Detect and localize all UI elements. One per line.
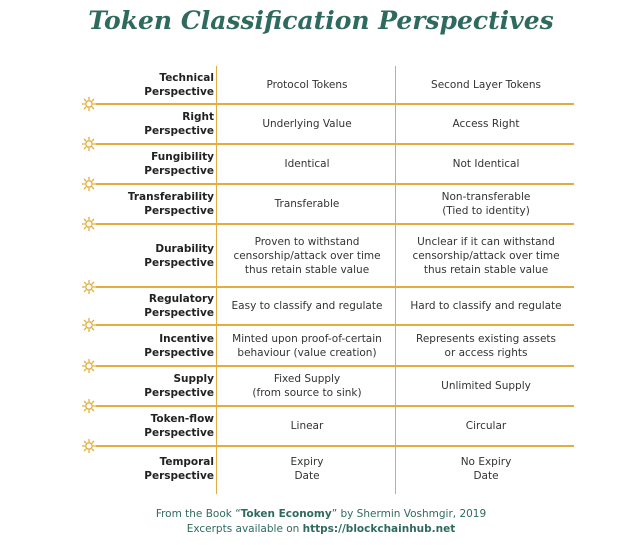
right-value: Represents existing assets or access rights: [416, 332, 556, 359]
left-value: Proven to withstand censorship/attack over time thus retain stable value: [233, 235, 381, 276]
table-row: [80, 184, 574, 224]
table-row: [80, 325, 574, 366]
left-value: Transferable: [274, 198, 340, 210]
row-label: Incentive Perspective: [144, 332, 214, 359]
book-title: Token Economy: [240, 508, 332, 520]
row-label: Token-flow Perspective: [144, 413, 214, 439]
row-label: Durability Perspective: [144, 242, 214, 269]
footer-text: From the Book “: [155, 508, 241, 520]
table-row: [80, 406, 574, 446]
footer: [0, 507, 642, 537]
right-value: Access Right: [452, 118, 520, 130]
row-label: Supply Perspective: [144, 373, 214, 399]
left-value: Linear: [290, 420, 324, 432]
left-value: Easy to classify and regulate: [231, 300, 383, 312]
left-value: Fixed Supply (from source to sink): [252, 373, 362, 399]
table-row: [80, 224, 574, 287]
table-row: [80, 66, 574, 104]
left-value: Underlying Value: [262, 118, 352, 130]
classification-table: [80, 66, 574, 494]
row-label: Technical Perspective: [144, 72, 214, 98]
left-value: Minted upon proof-of-certain behaviour (value creation): [232, 332, 382, 359]
footer-text: Excerpts available on: [186, 523, 303, 535]
right-value: Unclear if it can withstand censorship/attack over time thus retain stable value: [412, 235, 560, 276]
left-value: Identical: [284, 158, 330, 170]
table-row: [80, 446, 574, 492]
row-label: Temporal Perspective: [144, 456, 214, 482]
left-value: Protocol Tokens: [266, 79, 348, 91]
right-value: Not Identical: [452, 158, 520, 170]
table-row: [80, 104, 574, 144]
right-value: Unlimited Supply: [441, 380, 531, 392]
row-label: Regulatory Perspective: [144, 293, 214, 319]
table-row: [80, 287, 574, 325]
footer-link[interactable]: https://blockchainhub.net: [302, 523, 456, 535]
row-label: Transferability Perspective: [127, 191, 214, 217]
right-value: Second Layer Tokens: [431, 79, 541, 91]
page-title: Token Classification Perspectives: [88, 6, 554, 35]
row-label: Right Perspective: [144, 111, 214, 137]
table-row: [80, 144, 574, 184]
right-value: Non-transferable (Tied to identity): [441, 191, 531, 217]
right-value: Hard to classify and regulate: [410, 300, 562, 312]
table-row: [80, 366, 574, 406]
left-value: Expiry Date: [290, 456, 324, 482]
right-value: No Expiry Date: [460, 456, 512, 482]
footer-text: ” by Shermin Voshmgir, 2019: [331, 508, 487, 520]
footer-line-2: [0, 522, 642, 537]
right-value: Circular: [465, 420, 507, 432]
footer-line-1: [0, 507, 642, 522]
row-label: Fungibility Perspective: [144, 151, 214, 177]
